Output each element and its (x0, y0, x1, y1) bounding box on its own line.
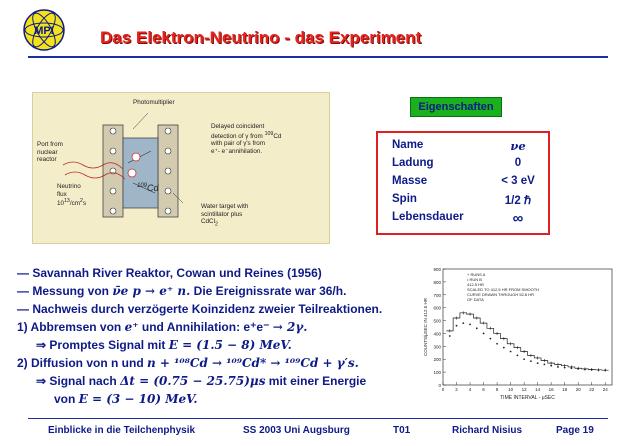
text-line-8: von E = (3 − 10) MeV. (54, 392, 198, 406)
y-tick-label: 0 (438, 383, 441, 388)
experiment-diagram (32, 92, 330, 244)
property-row-charge: Ladung 0 (392, 157, 522, 169)
series-a-point (502, 337, 505, 340)
diagram-graphic (33, 93, 329, 243)
series-b-point (564, 367, 566, 369)
positron-marker (132, 153, 140, 161)
x-tick-label: 16 (548, 387, 554, 392)
series-a-point (509, 342, 512, 345)
mpi-logo (22, 8, 66, 52)
series-a-point (482, 322, 485, 325)
series-b-point (449, 335, 451, 337)
y-tick-label: 200 (433, 357, 441, 363)
series-b-point (550, 365, 552, 367)
series-b-point (584, 369, 586, 371)
x-tick-label: 14 (535, 387, 541, 392)
logo-text: MPI (34, 25, 54, 37)
x-tick-label: 24 (602, 387, 608, 392)
series-b-point (591, 369, 593, 371)
series-b-point (577, 368, 579, 370)
x-tick-label: 22 (589, 387, 595, 392)
legend-entry: SCALED TO 412.5 HR FROM SMOOTH (467, 287, 540, 292)
legend-entry: CURVE DRAWN THROUGH 52.8 HR (467, 292, 535, 297)
series-b-point (537, 362, 539, 364)
text-line-4: 1) Abbremsen von e⁺ und Annihilation: e⁺e⁻ → 2γ. (17, 320, 308, 334)
series-b-point (571, 367, 573, 369)
y-axis-label: COUNTS/μSEC IN 412.5 HR (423, 297, 428, 357)
footer-course: Einblicke in die Teilchenphysik (48, 425, 196, 436)
footer-section: T01 (393, 425, 411, 436)
label-water-target: Water target with scintillator plus CdCl$_2$ (201, 203, 249, 228)
series-b-point (598, 369, 600, 371)
properties-header: Eigenschaften (410, 97, 502, 117)
x-tick-label: 20 (575, 387, 581, 392)
series-a-point (550, 362, 553, 365)
series-b-point (510, 351, 512, 353)
series-a-point (536, 356, 539, 359)
label-reactor-port: Port from nuclear reactor (37, 141, 63, 163)
text-line-7: ⇒ Signal nach Δt = (0.75 − 25.75)μs mit einer Energie (36, 374, 367, 388)
series-b-point (476, 327, 478, 329)
property-row-lifetime: Lebensdauer ∞ (392, 210, 524, 227)
title-divider (28, 56, 608, 58)
series-a-point (462, 311, 465, 314)
label-neutrino-flux: Neutrino flux $10^{13}/cm^2s$ (57, 183, 87, 208)
series-a-point (556, 363, 559, 366)
series-a-point (469, 313, 472, 316)
legend-entry: • RUN B (467, 277, 482, 282)
series-b-point (503, 347, 505, 349)
series-a-point (543, 359, 546, 362)
property-row-mass: Masse < 3 eV (392, 175, 535, 187)
photomultiplier-pointer (133, 113, 148, 129)
x-tick-label: 6 (482, 387, 485, 392)
neutron-marker (128, 169, 136, 177)
text-line-5: ⇒ Promptes Signal mit E = (1.5 − 8) MeV. (36, 338, 292, 352)
label-cadmium: $^{109}$Cd (137, 183, 159, 193)
series-a-point (496, 332, 499, 335)
x-tick-label: 10 (508, 387, 514, 392)
series-a-point (516, 346, 519, 349)
series-a-point (489, 327, 492, 330)
series-b-point (496, 343, 498, 345)
series-b-point (523, 358, 525, 360)
label-photomultiplier: Photomultiplier (133, 99, 175, 106)
x-tick-label: 12 (521, 387, 527, 392)
y-tick-label: 500 (433, 318, 441, 324)
series-b-point (483, 333, 485, 335)
delayed-coincidence-plot (419, 263, 616, 403)
series-a-point (529, 354, 532, 357)
text-line-6: 2) Diffusion von n und n + ¹⁰⁸Cd → ¹⁰⁹Cd* → ¹⁰⁹Cd + γ′s. (17, 356, 359, 370)
x-tick-label: 18 (562, 387, 568, 392)
footer-semester: SS 2003 Uni Augsburg (243, 425, 350, 436)
y-tick-label: 900 (433, 267, 441, 272)
y-tick-label: 700 (433, 292, 441, 298)
series-b-point (469, 324, 471, 326)
legend-entry: 412.5 HR (467, 282, 484, 287)
series-a-point (448, 329, 451, 332)
y-tick-label: 600 (433, 305, 441, 311)
series-b-point (530, 360, 532, 362)
legend-entry: OF DATA (467, 297, 484, 302)
series-b-point (489, 338, 491, 340)
series-a-point (455, 316, 458, 319)
property-row-spin: Spin 1/2 ℏ (392, 193, 532, 207)
y-tick-label: 100 (433, 370, 441, 376)
series-b-point (462, 322, 464, 324)
y-tick-label: 400 (433, 331, 441, 337)
y-tick-label: 300 (433, 344, 441, 350)
series-b-point (557, 366, 559, 368)
property-row-name: Name νe (392, 139, 526, 153)
x-tick-label: 4 (468, 387, 472, 392)
y-tick-label: 800 (433, 279, 441, 285)
series-a-point (523, 350, 526, 353)
series-b-point (604, 370, 606, 372)
footer-divider (28, 418, 608, 419)
x-tick-label: 0 (441, 387, 445, 392)
x-tick-label: 2 (455, 387, 458, 392)
x-tick-label: 8 (495, 387, 499, 392)
text-line-1: — Savannah River Reaktor, Cowan und Reines (1956) (17, 266, 322, 280)
text-line-2: — Messung von ν̄e p → e⁺ n. Die Ereignissrate war 36/h. (17, 284, 347, 298)
page-title: Das Elektron-Neutrino - das Experiment (100, 28, 422, 47)
properties-box (376, 131, 550, 235)
series-b-point (456, 325, 458, 327)
footer-page: Page 19 (556, 425, 594, 436)
series-a-histogram (446, 313, 608, 370)
series-b-point (544, 363, 546, 365)
label-delayed-detection: Delayed coincident detection of γ from $^{109}$Cd with pair of γ's from e⁺- e⁻annihilation. (211, 123, 282, 155)
series-b-point (516, 354, 518, 356)
footer-author: Richard Nisius (452, 425, 523, 436)
series-a-point (475, 316, 478, 319)
legend-entry: + RUNS A (467, 272, 486, 277)
x-axis-label: TIME INTERVAL - μSEC (500, 395, 555, 401)
text-line-3: — Nachweis durch verzögerte Koinzidenz zweier Teilreaktionen. (17, 302, 383, 316)
